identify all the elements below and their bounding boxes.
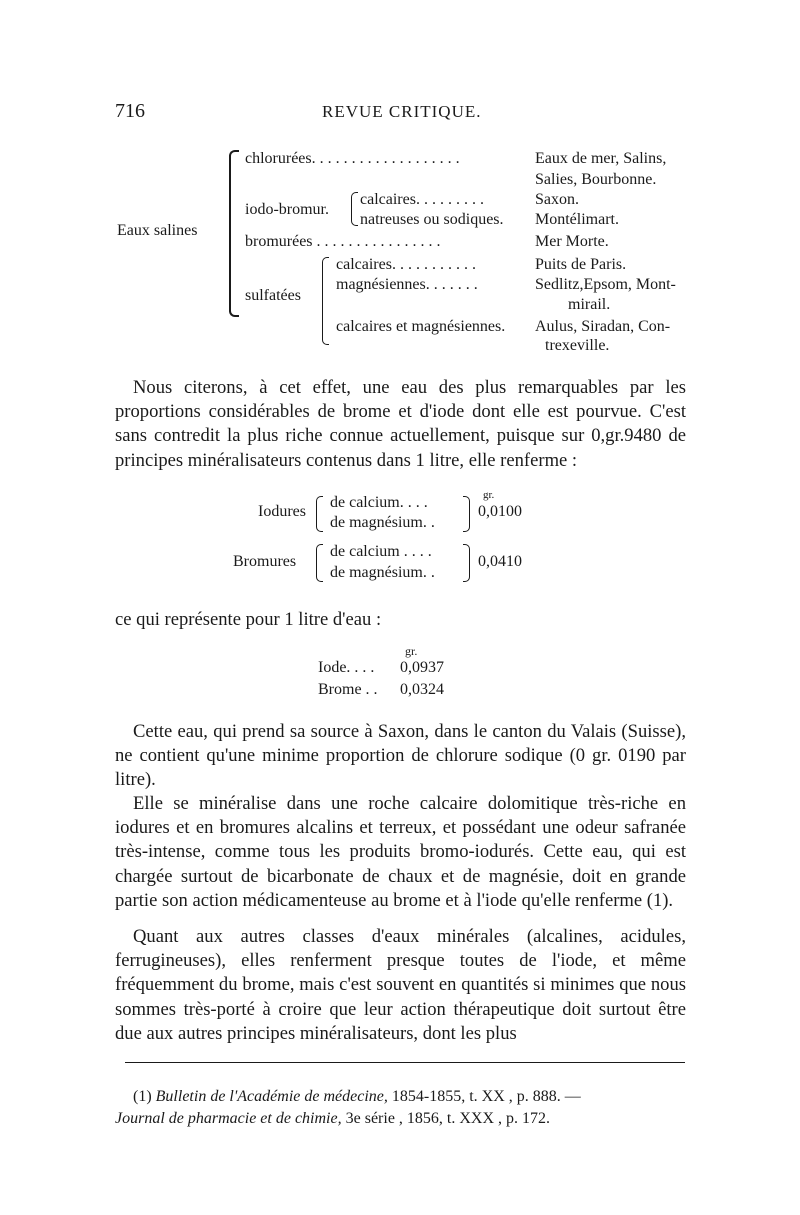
bromures-calcium: de calcium . . . .: [330, 543, 432, 560]
bromures-right-brace: [463, 544, 470, 582]
example-aulus-2: trexeville.: [545, 337, 610, 354]
running-title: REVUE CRITIQUE.: [322, 102, 482, 121]
example-aulus-1: Aulus, Siradan, Con-: [535, 318, 671, 335]
brome-label: Brome . .: [318, 681, 378, 698]
footnote-ref-2: 3e série , 1856, t. XXX , p. 172.: [345, 1110, 551, 1127]
iodures-calcium: de calcium. . . .: [330, 494, 428, 511]
footnote-title-2: Journal de pharmacie et de chimie,: [115, 1110, 342, 1127]
unit-gr-2: gr.: [405, 644, 418, 658]
sulfatees-brace: [322, 257, 329, 345]
paragraph-2: ce qui représente pour 1 litre d'eau :: [115, 609, 382, 630]
row-sulfatees: sulfatées: [245, 287, 301, 304]
sub-magnesiennes: magnésiennes. . . . . . .: [336, 276, 478, 293]
example-puits: Puits de Paris.: [535, 256, 627, 273]
example-chlorurees-2: Salies, Bourbonne.: [535, 171, 657, 188]
paragraph-1: Nous citerons, à cet effet, une eau des plus remarquables par les proportions considérables de brome et d'iode dont elle est pourvue. C'est sans contredit la plus riche connue actuellement, puisque sur 0,gr.9480 de principes minéralisateurs contenus dans 1 litre, elle renferme :: [115, 377, 686, 471]
example-saxon: Saxon.: [535, 191, 579, 208]
footnote-number: (1): [133, 1088, 152, 1105]
sub-natreuses: natreuses ou sodiques.: [360, 211, 504, 228]
page-number: 716: [115, 100, 145, 122]
iodo-brace: [351, 192, 358, 226]
iodures-magnesium: de magnésium. .: [330, 514, 435, 531]
bromures-left-brace: [316, 544, 323, 582]
paragraph-3: Cette eau, qui prend sa source à Saxon, dans le canton du Valais (Suisse), ne contient qu'une minime proportion de chlorure sodique (0 gr. 0190 par litre).: [115, 721, 686, 791]
footnote-ref-1: 1854-1855, t. XX , p. 888. —: [391, 1088, 581, 1105]
footnote-title-1: Bulletin de l'Académie de médecine,: [155, 1088, 388, 1105]
paragraph-4: Elle se minéralise dans une roche calcaire dolomitique très-riche en iodures et en bromures alcalins et terreux, et possédant une odeur safranée très-intense, comme tous les produits bromo-iodurés. Cette eau, qui est chargée surtout de bicarbonate de chaux et de magnésie, doit en grande partie son action médicamenteuse au brome et à l'iode qu'elle renferme (1).: [115, 793, 686, 911]
iodures-label: Iodures: [258, 503, 306, 520]
row-iodo-bromur: iodo-bromur.: [245, 201, 329, 218]
sub-calcaires: calcaires. . . . . . . . .: [360, 191, 484, 208]
paragraph-5: Quant aux autres classes d'eaux minérales (alcalines, acidules, ferrugineuses), elles renferment presque toutes de l'iode, et même fréquemment du brome, mais c'est souvent en quantités si minimes que nous sommes très-porté à croire que leur action thérapeutique doit surtout être due aux autres principes minéralisateurs, dont les plus: [115, 926, 686, 1044]
brome-value: 0,0324: [400, 681, 444, 698]
bromures-magnesium: de magnésium. .: [330, 564, 435, 581]
iode-value: 0,0937: [400, 659, 444, 676]
bromures-label: Bromures: [233, 553, 297, 570]
bromures-value: 0,0410: [478, 553, 522, 570]
group-brace: [229, 150, 239, 317]
iodures-left-brace: [316, 496, 323, 532]
row-chlorurees: chlorurées. . . . . . . . . . . . . . . . . . .: [245, 150, 460, 167]
unit-gr-1: gr.: [483, 489, 495, 501]
sub-calcaires-2: calcaires. . . . . . . . . . .: [336, 256, 476, 273]
footnote-rule: [125, 1062, 685, 1063]
example-chlorurees-1: Eaux de mer, Salins,: [535, 150, 667, 167]
footnote: [115, 1086, 690, 1130]
example-mer-morte: Mer Morte.: [535, 233, 609, 250]
sub-calc-magn: calcaires et magnésiennes.: [336, 318, 506, 335]
example-sedlitz-2: mirail.: [568, 296, 611, 313]
iodures-right-brace: [463, 496, 470, 532]
example-sedlitz-1: Sedlitz,Epsom, Mont-: [535, 276, 676, 293]
row-bromurees: bromurées . . . . . . . . . . . . . . . .: [245, 233, 441, 250]
example-montelimart: Montélimart.: [535, 211, 619, 228]
iodures-value: 0,0100: [478, 503, 522, 520]
group-label: Eaux salines: [117, 222, 198, 239]
iode-label: Iode. . . .: [318, 659, 375, 676]
